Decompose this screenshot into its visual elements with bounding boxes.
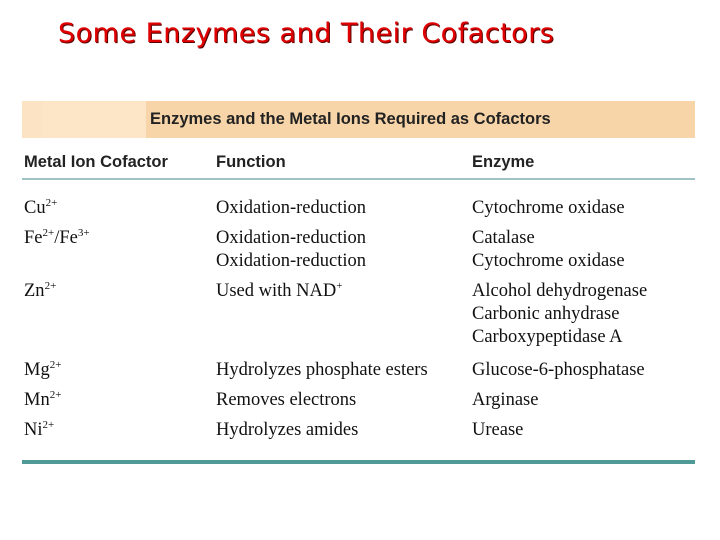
header-function: Function [216,153,286,171]
cofactor-cell [24,227,90,250]
table-caption: Enzymes and the Metal Ions Required as Cofactors [150,110,551,128]
ion-symbol: Mn [24,390,50,410]
ion-symbol: Zn [24,281,45,301]
enzyme-name: Alcohol dehydrogenase [472,281,648,301]
cofactor-cell [24,419,54,442]
function-text: Used with NAD [216,281,337,301]
ion-charge: 2+ [42,419,55,431]
header-metal-ion-cofactor: Metal Ion Cofactor [24,153,168,171]
function-text: Hydrolyzes phosphate esters [216,360,428,380]
table-row [0,359,720,389]
enzyme-cell [472,280,647,349]
function-cell [216,419,358,442]
enzyme-name: Urease [472,420,524,440]
enzyme-cell [472,389,538,412]
function-cell [216,359,428,382]
enzyme-name: Glucose-6-phosphatase [472,360,645,380]
ion-symbol: Ni [24,420,43,440]
ion-charge: 2+ [42,227,55,239]
function-text: Hydrolyzes amides [216,420,359,440]
ion-charge: 2+ [49,389,62,401]
cofactor-cell [24,197,57,220]
header-divider [22,178,695,180]
nad-charge: + [336,280,343,292]
caption-band-accent [22,101,42,138]
slide-title: Some Enzymes and Their Cofactors [58,18,555,49]
function-cell [216,389,356,412]
header-enzyme: Enzyme [472,153,535,171]
table-row [0,419,720,449]
ion-symbol: Cu [24,198,46,218]
table-row [0,280,720,359]
table-body [0,197,720,449]
function-text: Oxidation-reduction [216,251,367,271]
function-cell [216,197,366,220]
enzyme-cell [472,419,523,442]
caption-band-inner [42,101,146,138]
enzyme-name: Carboxypeptidase A [472,327,623,347]
ion-charge: 2+ [45,197,58,209]
enzyme-cell [472,359,645,382]
cofactor-cell [24,359,61,382]
function-text: Oxidation-reduction [216,198,367,218]
table-row [0,389,720,419]
enzyme-name: Carbonic anhydrase [472,304,620,324]
ion-charge: 2+ [49,359,62,371]
ion-charge: 2+ [44,280,57,292]
enzyme-cell [472,197,625,220]
enzyme-cell [472,227,625,273]
function-text: Oxidation-reduction [216,228,367,248]
function-text: Removes electrons [216,390,357,410]
cofactor-cell [24,280,56,303]
ion-symbol: Fe [24,228,43,248]
ion-charge-secondary: 3+ [77,227,90,239]
function-cell [216,280,342,303]
table-row [0,227,720,280]
table-caption-band [22,101,695,138]
enzyme-name: Catalase [472,228,535,248]
cofactor-cell [24,389,61,412]
enzyme-name: Arginase [472,390,539,410]
table-row [0,197,720,227]
ion-symbol-secondary: /Fe [54,228,78,248]
function-cell [216,227,366,273]
ion-symbol: Mg [24,360,50,380]
enzyme-name: Cytochrome oxidase [472,198,625,218]
table-bottom-rule [22,460,695,464]
enzyme-name: Cytochrome oxidase [472,251,625,271]
